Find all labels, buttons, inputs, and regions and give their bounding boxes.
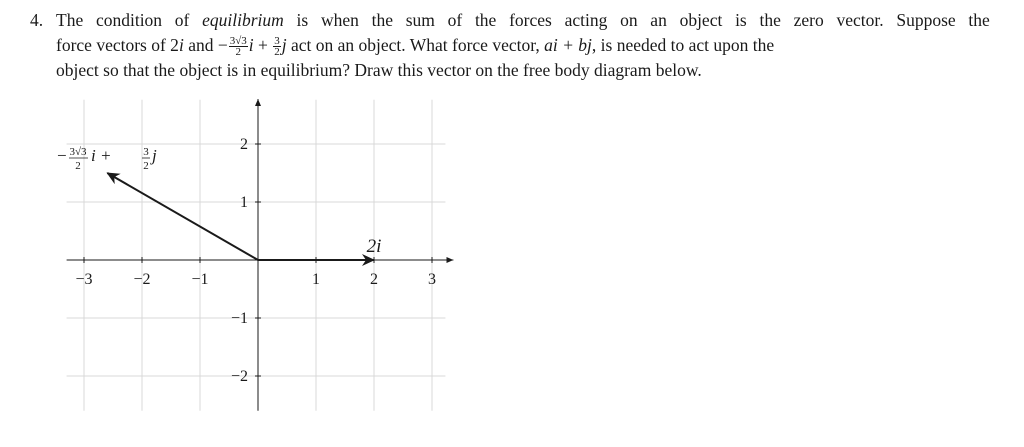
word: is [735, 10, 747, 30]
word: condition [95, 10, 163, 30]
fraction-denominator: 2 [274, 46, 280, 59]
x-tick-label: 3 [428, 271, 436, 288]
vectors [57, 146, 381, 260]
grid [67, 100, 446, 411]
word: an [650, 10, 667, 30]
fraction-numerator: 3 [274, 35, 280, 48]
word: object [679, 10, 723, 30]
y-tick-label: 1 [240, 194, 248, 211]
x-tick-label: 2 [370, 271, 378, 288]
vector-arrow-2 [107, 173, 258, 260]
word: when [320, 10, 359, 30]
y-tick-label: 2 [240, 136, 248, 153]
math-i: i [248, 35, 254, 55]
word: forces [509, 10, 552, 30]
y-tick-label: −1 [230, 310, 248, 327]
word: vector. [836, 10, 884, 30]
word: Suppose [896, 10, 956, 30]
word: zero [793, 10, 824, 30]
fraction-3sqrt3-over-2 [229, 36, 248, 57]
fraction-denominator: 2 [235, 46, 241, 59]
word: of [174, 10, 190, 30]
word: the [759, 10, 781, 30]
text-segment: , is needed to act upon the [591, 35, 775, 55]
label-part: − [57, 146, 67, 165]
word: of [447, 10, 463, 30]
x-tick-label: 1 [312, 271, 320, 288]
x-tick-label: −2 [133, 271, 151, 288]
problem-line-3: object so that the object is in equilibrium? Draw this vector on the free body diagram below. [56, 60, 702, 80]
label-part: i + [91, 146, 112, 165]
vector-label-2i: 2i [366, 236, 382, 257]
x-tick-label: −3 [75, 271, 93, 288]
label-part: j [152, 146, 157, 165]
text-segment: and − [183, 35, 228, 55]
y-tick-label: −2 [230, 368, 248, 385]
label-part: 2 [75, 160, 81, 172]
fraction-numerator: 3√3 [229, 35, 247, 48]
axes [67, 99, 454, 411]
problem-line-2 [30, 33, 990, 58]
problem-line-1 [30, 8, 990, 33]
label-part: 3√3 [69, 146, 87, 158]
word: acting [564, 10, 608, 30]
word: sum [405, 10, 435, 30]
text-segment: act on an object. What force vector, [286, 35, 545, 55]
text-segment: force vectors of 2 [56, 35, 179, 55]
word: on [620, 10, 638, 30]
x-tick-label: −1 [191, 271, 209, 288]
label-part: 3 [143, 146, 149, 158]
math-i: i [178, 35, 184, 55]
problem-number: 4. [30, 10, 44, 30]
word: equilibrium [202, 10, 284, 30]
fraction-3-over-2 [273, 36, 281, 57]
word: is [296, 10, 309, 30]
text-segment: + [253, 35, 273, 55]
word: the [371, 10, 393, 30]
word: The [56, 10, 84, 30]
math-expression: ai + bj [544, 35, 592, 55]
word: the [474, 10, 497, 30]
label-part: 2 [143, 160, 149, 172]
math-j: j [281, 35, 287, 55]
problem-text [30, 8, 990, 83]
word: the [968, 10, 990, 30]
free-body-diagram [0, 95, 460, 447]
